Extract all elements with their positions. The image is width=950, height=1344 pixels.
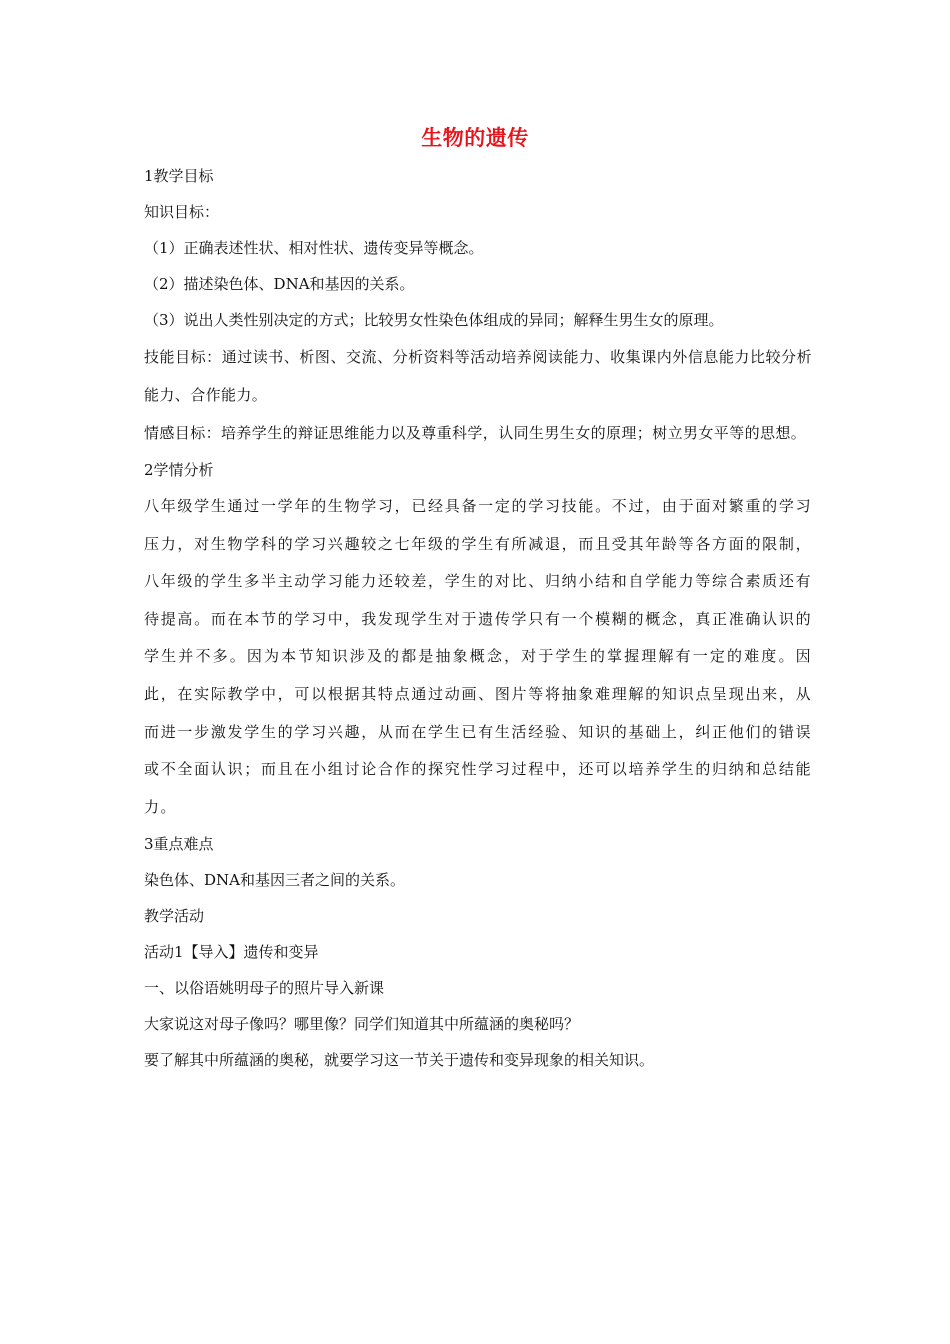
activity1-line: 要了解其中所蕴涵的奥秘，就要学习这一节关于遗传和变异现象的相关知识。: [144, 1051, 655, 1070]
key-body: 染色体、DNA和基因三者之间的关系。: [144, 871, 405, 890]
analysis-body: 八年级学生通过一学年的生物学习，已经具备一定的学习技能。不过，由于面对繁重的学习压力，对生物学科的学习兴趣较之七年级的学生有所减退，而且受其年龄等各方面的限制，八年级的学生多半主动学习能力还较差，学生的对比、归纳小结和自学能力等综合素质还有待提高。而在本节的学习中，我发现学生对于遗传学只有一个模糊的概念，真正准确认识的学生并不多。因为本节知识涉及的都是抽象概念，对于学生的掌握理解有一定的难度。因此，在实际教学中，可以根据其特点通过动画、图片等将抽象难理解的知识点呈现出来，从而进一步激发学生的学习兴趣，从而在学生已有生活经验、知识的基础上，纠正他们的错误或不全面认识；而且在小组讨论合作的探究性学习过程中，还可以培养学生的归纳和总结能力。: [144, 497, 812, 816]
knowledge-item: （3）说出人类性别决定的方式；比较男女性染色体组成的异同；解释生男生女的原理。: [144, 311, 724, 329]
skill-goal: 技能目标：通过读书、析图、交流、分析资料等活动培养阅读能力、收集课内外信息能力比较分析能力、合作能力。: [144, 348, 812, 404]
knowledge-item: （2）描述染色体、DNA和基因的关系。: [144, 275, 415, 293]
analysis-heading: 2学情分析: [144, 461, 214, 479]
document-body: [144, 158, 812, 1078]
objectives-heading: 1教学目标: [144, 167, 214, 185]
knowledge-heading: 知识目标：: [144, 203, 220, 221]
emotion-goal: 情感目标：培养学生的辩证思维能力以及尊重科学，认同生男生女的原理；树立男女平等的思想。: [144, 424, 807, 442]
key-heading: 3重点难点: [144, 835, 214, 854]
knowledge-item: （1）正确表述性状、相对性状、遗传变异等概念。: [144, 239, 484, 257]
activity1-line: 大家说这对母子像吗？哪里像？同学们知道其中所蕴涵的奥秘吗？: [144, 1015, 580, 1034]
activity1-line: 一、以俗语姚明母子的照片导入新课: [144, 979, 385, 998]
document-title: 生物的遗传: [421, 126, 529, 150]
activity1-heading: 活动1【导入】遗传和变异: [144, 943, 319, 962]
activities-heading: 教学活动: [144, 907, 205, 926]
